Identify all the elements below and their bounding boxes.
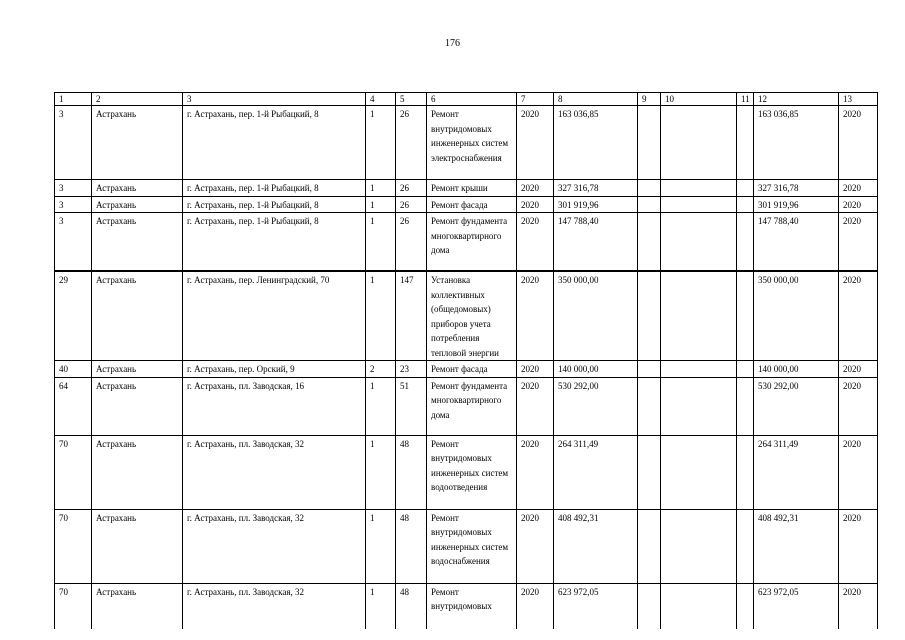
- table-cell: г. Астрахань, пл. Заводская, 16: [183, 377, 366, 435]
- table-cell: 327 316,78: [554, 180, 638, 197]
- table-cell: Астрахань: [92, 106, 183, 180]
- table-cell: 26: [396, 180, 427, 197]
- table-cell: 147 788,40: [554, 213, 638, 272]
- table-row: [55, 583, 878, 629]
- table-cell: 40: [55, 361, 92, 378]
- table-cell: 301 919,96: [554, 196, 638, 213]
- table-cell: Ремонт фундамента многоквартирного дома: [427, 213, 517, 272]
- table-cell: 2020: [517, 106, 554, 180]
- table-cell: [638, 361, 661, 378]
- table-cell: Ремонт крыши: [427, 180, 517, 197]
- table-cell: 301 919,96: [754, 196, 839, 213]
- table-cell: 3: [55, 180, 92, 197]
- table-cell: 2020: [839, 213, 878, 272]
- table-row: [55, 361, 878, 378]
- table-cell: Ремонт внутридомовых инженерных систем водоснабжения: [427, 509, 517, 583]
- table-cell: г. Астрахань, пер. Орский, 9: [183, 361, 366, 378]
- table-cell: [638, 106, 661, 180]
- table-cell: г. Астрахань, пл. Заводская, 32: [183, 509, 366, 583]
- column-number-cell: 7: [517, 93, 554, 106]
- table-cell: 2020: [839, 583, 878, 629]
- table-cell: 163 036,85: [554, 106, 638, 180]
- column-number-cell: 10: [661, 93, 737, 106]
- table-cell: [737, 583, 754, 629]
- table-cell: 350 000,00: [554, 271, 638, 361]
- table-cell: [661, 106, 737, 180]
- table-cell: [737, 435, 754, 509]
- table-cell: 2020: [839, 377, 878, 435]
- table-cell: Астрахань: [92, 180, 183, 197]
- table-cell: 70: [55, 435, 92, 509]
- table-cell: 623 972,05: [754, 583, 839, 629]
- table-cell: 2020: [517, 213, 554, 272]
- table-row: [55, 509, 878, 583]
- table-cell: 23: [396, 361, 427, 378]
- column-number-cell: 2: [92, 93, 183, 106]
- table-cell: [737, 180, 754, 197]
- table-cell: 3: [55, 213, 92, 272]
- table-cell: 70: [55, 509, 92, 583]
- column-number-cell: 1: [55, 93, 92, 106]
- table-cell: 140 000,00: [554, 361, 638, 378]
- column-number-cell: 13: [839, 93, 878, 106]
- table-cell: [737, 377, 754, 435]
- table-cell: г. Астрахань, пер. 1-й Рыбацкий, 8: [183, 213, 366, 272]
- table-cell: 408 492,31: [754, 509, 839, 583]
- table-cell: 350 000,00: [754, 271, 839, 361]
- column-number-cell: 3: [183, 93, 366, 106]
- table-cell: Ремонт фасада: [427, 361, 517, 378]
- table-cell: [661, 213, 737, 272]
- table-cell: 530 292,00: [754, 377, 839, 435]
- table-cell: [737, 361, 754, 378]
- table-cell: 2020: [517, 583, 554, 629]
- table-cell: 264 311,49: [754, 435, 839, 509]
- table-cell: 70: [55, 583, 92, 629]
- table-cell: [737, 213, 754, 272]
- table-cell: 408 492,31: [554, 509, 638, 583]
- table-cell: г. Астрахань, пер. 1-й Рыбацкий, 8: [183, 196, 366, 213]
- table-row: [55, 435, 878, 509]
- table-row: [55, 106, 878, 180]
- table-cell: 1: [366, 435, 396, 509]
- table-cell: 26: [396, 196, 427, 213]
- table-cell: [661, 435, 737, 509]
- table-cell: 140 000,00: [754, 361, 839, 378]
- table-cell: Астрахань: [92, 213, 183, 272]
- table-cell: [661, 196, 737, 213]
- column-number-cell: 12: [754, 93, 839, 106]
- table-cell: [661, 509, 737, 583]
- table-cell: Астрахань: [92, 509, 183, 583]
- table-cell: 2020: [517, 435, 554, 509]
- table-cell: 2020: [839, 180, 878, 197]
- table-cell: 2020: [839, 106, 878, 180]
- table-cell: [661, 361, 737, 378]
- table-cell: [737, 509, 754, 583]
- table-cell: [661, 377, 737, 435]
- table-cell: 51: [396, 377, 427, 435]
- table-cell: 1: [366, 583, 396, 629]
- table-cell: 1: [366, 509, 396, 583]
- table-cell: 1: [366, 106, 396, 180]
- table-body: [55, 93, 878, 629]
- table-cell: [638, 180, 661, 197]
- table-cell: 3: [55, 196, 92, 213]
- column-number-row: [55, 93, 878, 106]
- table-cell: 2: [366, 361, 396, 378]
- table-cell: 1: [366, 196, 396, 213]
- table-row: [55, 377, 878, 435]
- table-cell: [638, 509, 661, 583]
- table-cell: Установка коллективных (общедомовых) приборов учета потребления тепловой энергии: [427, 271, 517, 361]
- table-cell: [638, 377, 661, 435]
- table-cell: 147 788,40: [754, 213, 839, 272]
- table-cell: [638, 583, 661, 629]
- table-cell: [638, 271, 661, 361]
- table-cell: 264 311,49: [554, 435, 638, 509]
- table-cell: 1: [366, 271, 396, 361]
- table-cell: Ремонт фасада: [427, 196, 517, 213]
- table-cell: Астрахань: [92, 196, 183, 213]
- table-cell: 48: [396, 583, 427, 629]
- table-cell: 623 972,05: [554, 583, 638, 629]
- table-row: [55, 271, 878, 361]
- table-cell: 327 316,78: [754, 180, 839, 197]
- table-cell: Астрахань: [92, 361, 183, 378]
- table-row: [55, 213, 878, 272]
- table-cell: 2020: [517, 196, 554, 213]
- table-cell: г. Астрахань, пл. Заводская, 32: [183, 435, 366, 509]
- table-cell: 48: [396, 509, 427, 583]
- column-number-cell: 5: [396, 93, 427, 106]
- table-cell: 64: [55, 377, 92, 435]
- column-number-cell: 4: [366, 93, 396, 106]
- table-cell: г. Астрахань, пер. 1-й Рыбацкий, 8: [183, 106, 366, 180]
- table-cell: 2020: [517, 271, 554, 361]
- table-cell: 2020: [839, 361, 878, 378]
- table-cell: 2020: [517, 377, 554, 435]
- table-cell: 2020: [517, 509, 554, 583]
- table-cell: 2020: [839, 435, 878, 509]
- table-cell: [737, 271, 754, 361]
- table-cell: Астрахань: [92, 583, 183, 629]
- table-cell: 163 036,85: [754, 106, 839, 180]
- table-cell: 29: [55, 271, 92, 361]
- table-cell: 2020: [517, 180, 554, 197]
- table-cell: 2020: [517, 361, 554, 378]
- table-cell: 2020: [839, 196, 878, 213]
- table-row: [55, 196, 878, 213]
- table-cell: 26: [396, 213, 427, 272]
- table-cell: 530 292,00: [554, 377, 638, 435]
- table-cell: 2020: [839, 509, 878, 583]
- table-cell: Астрахань: [92, 377, 183, 435]
- column-number-cell: 8: [554, 93, 638, 106]
- table-cell: 2020: [839, 271, 878, 361]
- table-cell: г. Астрахань, пер. Ленинградский, 70: [183, 271, 366, 361]
- table-cell: 147: [396, 271, 427, 361]
- table-cell: 1: [366, 377, 396, 435]
- table-row: [55, 180, 878, 197]
- column-number-cell: 11: [737, 93, 754, 106]
- table-cell: [661, 271, 737, 361]
- table-cell: Ремонт внутридомовых: [427, 583, 517, 629]
- table-cell: [638, 435, 661, 509]
- table-cell: Астрахань: [92, 271, 183, 361]
- table-cell: [661, 180, 737, 197]
- table-cell: г. Астрахань, пл. Заводская, 32: [183, 583, 366, 629]
- table-cell: [638, 196, 661, 213]
- table-cell: Астрахань: [92, 435, 183, 509]
- table-cell: [638, 213, 661, 272]
- table-cell: 26: [396, 106, 427, 180]
- table-cell: г. Астрахань, пер. 1-й Рыбацкий, 8: [183, 180, 366, 197]
- table-cell: [737, 106, 754, 180]
- table-cell: [737, 196, 754, 213]
- page-number: 176: [445, 38, 460, 49]
- column-number-cell: 9: [638, 93, 661, 106]
- table-cell: Ремонт фундамента многоквартирного дома: [427, 377, 517, 435]
- repair-program-table: [54, 92, 878, 629]
- table-cell: 3: [55, 106, 92, 180]
- table-cell: 1: [366, 180, 396, 197]
- table-cell: 48: [396, 435, 427, 509]
- table-cell: 1: [366, 213, 396, 272]
- column-number-cell: 6: [427, 93, 517, 106]
- table-cell: [661, 583, 737, 629]
- table-cell: Ремонт внутридомовых инженерных систем водоотведения: [427, 435, 517, 509]
- table-cell: Ремонт внутридомовых инженерных систем электроснабжения: [427, 106, 517, 180]
